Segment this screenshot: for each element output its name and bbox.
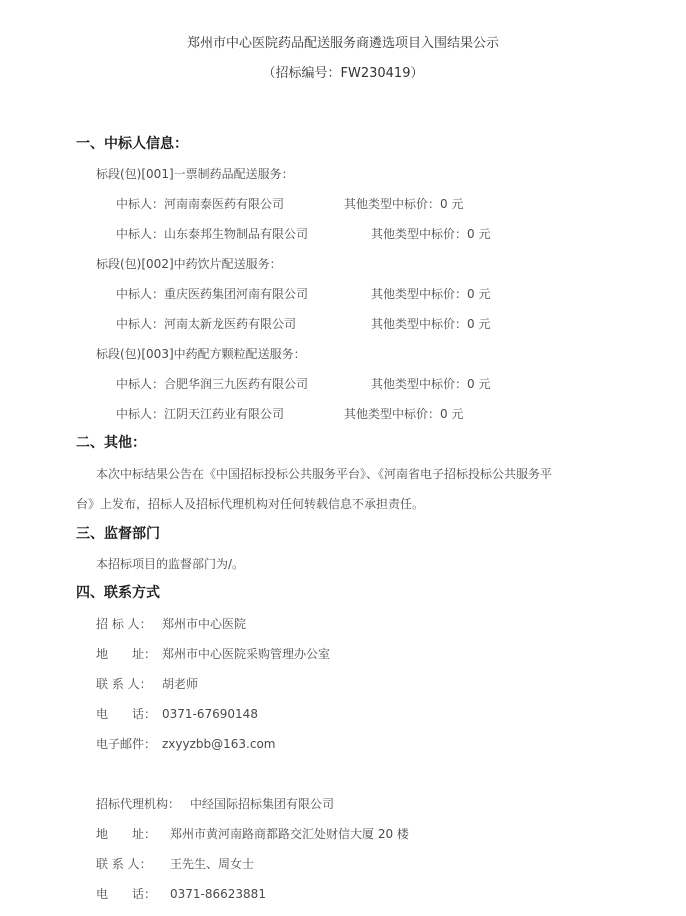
winner-name: 中标人：河南太新龙医药有限公司 xyxy=(116,317,297,331)
section-heading-other: 二、其他： xyxy=(76,435,146,451)
agency-name: 中经国际招标集团有限公司 xyxy=(190,797,335,811)
supervision-text: 本招标项目的监督部门为/。 xyxy=(96,557,245,571)
agency-contact: 王先生、周女士 xyxy=(170,857,255,871)
publication-notice-line2: 台》上发布，招标人及招标代理机构对任何转载信息不承担责任。 xyxy=(76,497,425,511)
winner-name: 中标人：河南南泰医药有限公司 xyxy=(116,197,285,211)
tenderer-address-label: 地 址： xyxy=(96,647,157,661)
tenderer-email-label: 电子邮件： xyxy=(96,737,157,751)
lot-label: 标段(包)[001]一票制药品配送服务： xyxy=(96,167,294,181)
tenderer-email: zxyyzbb@163.com xyxy=(162,737,276,751)
winner-name: 中标人：山东泰邦生物制品有限公司 xyxy=(116,227,309,241)
winner-price: 其他类型中标价：0 元 xyxy=(344,407,464,421)
winner-price: 其他类型中标价：0 元 xyxy=(371,287,491,301)
winner-price: 其他类型中标价：0 元 xyxy=(344,197,464,211)
agency-name-label: 招标代理机构： xyxy=(96,797,181,811)
winner-name: 中标人：江阴天江药业有限公司 xyxy=(116,407,285,421)
tenderer-name-label: 招 标 人： xyxy=(96,617,152,631)
agency-address: 郑州市黄河南路商都路交汇处财信大厦 20 楼 xyxy=(170,827,409,841)
section-heading-winners: 一、中标人信息： xyxy=(76,136,188,152)
tenderer-address: 郑州市中心医院采购管理办公室 xyxy=(162,647,331,661)
agency-address-label: 地 址： xyxy=(96,827,157,841)
tender-number: （招标编号：FW230419） xyxy=(262,66,424,81)
agency-phone-label: 电 话： xyxy=(96,887,157,901)
winner-price: 其他类型中标价：0 元 xyxy=(371,227,491,241)
lot-label: 标段(包)[002]中药饮片配送服务： xyxy=(96,257,282,271)
tenderer-phone: 0371-67690148 xyxy=(162,707,258,721)
agency-contact-label: 联 系 人： xyxy=(96,857,152,871)
winner-name: 中标人：合肥华润三九医药有限公司 xyxy=(116,377,309,391)
tenderer-phone-label: 电 话： xyxy=(96,707,157,721)
tenderer-contact: 胡老师 xyxy=(162,677,199,691)
tenderer-name: 郑州市中心医院 xyxy=(162,617,247,631)
winner-name: 中标人：重庆医药集团河南有限公司 xyxy=(116,287,309,301)
tenderer-contact-label: 联 系 人： xyxy=(96,677,152,691)
winner-price: 其他类型中标价：0 元 xyxy=(371,377,491,391)
section-heading-contact: 四、联系方式 xyxy=(76,585,160,601)
winner-price: 其他类型中标价：0 元 xyxy=(371,317,491,331)
document-title: 郑州市中心医院药品配送服务商遴选项目入围结果公示 xyxy=(186,36,499,51)
section-heading-supervision: 三、监督部门 xyxy=(76,526,160,542)
lot-label: 标段(包)[003]中药配方颗粒配送服务： xyxy=(96,347,306,361)
agency-phone: 0371-86623881 xyxy=(170,887,266,901)
publication-notice-line1: 本次中标结果公告在《中国招标投标公共服务平台》、《河南省电子招标投标公共服务平 xyxy=(96,467,553,481)
